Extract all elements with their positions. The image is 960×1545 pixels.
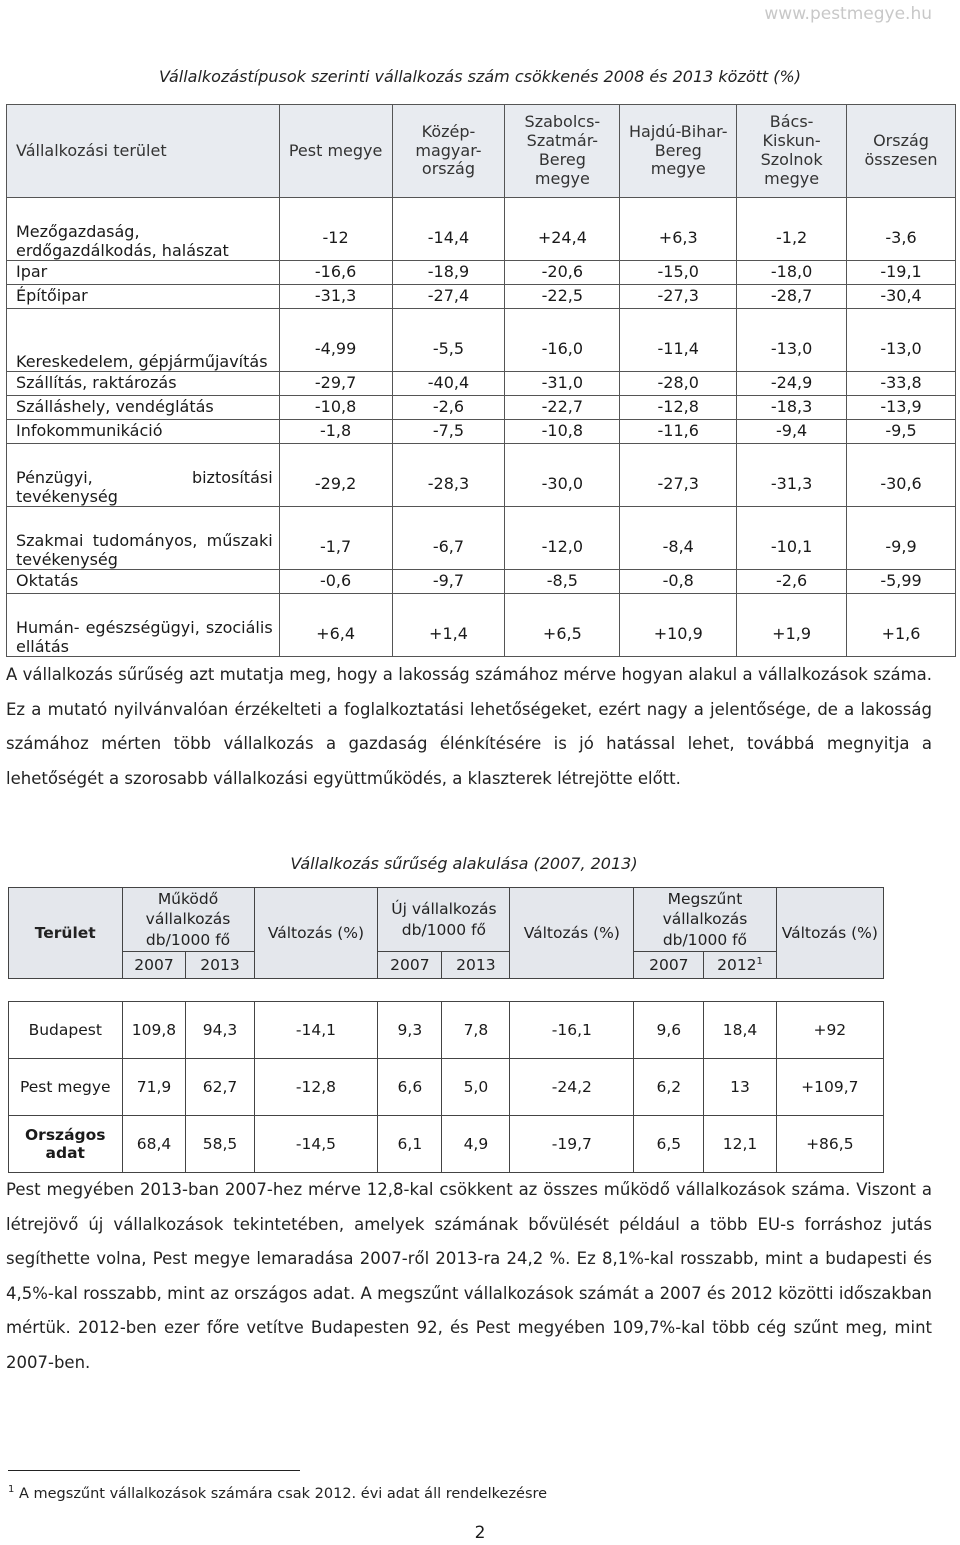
header-valtozas: Változás (%)	[254, 888, 378, 979]
table-row	[7, 420, 956, 444]
table-cell: -30,6	[847, 444, 956, 507]
header-mukodo: Működő vállalkozás db/1000 fő	[122, 888, 254, 952]
table-cell: -4,99	[279, 309, 392, 372]
table-cell: 9,3	[378, 1002, 442, 1059]
table-cell: -12,8	[254, 1059, 378, 1116]
column-header: Vállalkozási terület	[7, 105, 280, 198]
table-cell: -28,3	[392, 444, 505, 507]
table-cell: -10,8	[505, 420, 620, 444]
table-cell: -31,3	[279, 285, 392, 309]
table-cell: 7,8	[442, 1002, 510, 1059]
column-header: Szabolcs-Szatmár-Bereg megye	[505, 105, 620, 198]
year-label: 2012	[717, 956, 757, 974]
table-cell: 6,1	[378, 1116, 442, 1173]
table-cell: -28,7	[737, 285, 847, 309]
table-cell: 13	[704, 1059, 776, 1116]
year-header: 2007	[378, 952, 442, 979]
table-cell: -1,7	[279, 507, 392, 570]
row-label: Pest megye	[9, 1059, 123, 1116]
table-cell: -29,7	[279, 372, 392, 396]
column-header: Hajdú-Bihar-Bereg megye	[620, 105, 737, 198]
table-cell: -10,1	[737, 507, 847, 570]
table-cell: -22,5	[505, 285, 620, 309]
table-cell: -27,3	[620, 444, 737, 507]
table-business-density	[8, 887, 884, 1173]
table-cell: -19,7	[510, 1116, 634, 1173]
year-header: 2013	[442, 952, 510, 979]
table-cell: -27,4	[392, 285, 505, 309]
table-cell: -13,0	[737, 309, 847, 372]
table-row	[9, 1116, 884, 1173]
table-cell: -0,6	[279, 570, 392, 594]
table-cell: 71,9	[122, 1059, 186, 1116]
table-cell: -9,7	[392, 570, 505, 594]
table-cell: -30,0	[505, 444, 620, 507]
row-label: Mezőgazdaság, erdőgazdálkodás, halászat	[7, 198, 280, 261]
row-label: Szakmai tudományos, műszaki tevékenység	[7, 507, 280, 570]
table-row	[7, 594, 956, 657]
table-cell: -24,2	[510, 1059, 634, 1116]
table-cell: -18,3	[737, 396, 847, 420]
table-row	[7, 570, 956, 594]
header-terulet: Terület	[9, 888, 123, 979]
table-cell: -5,5	[392, 309, 505, 372]
table-cell: -9,5	[847, 420, 956, 444]
table-cell: -1,2	[737, 198, 847, 261]
table-cell: -2,6	[392, 396, 505, 420]
table-cell: -11,4	[620, 309, 737, 372]
table-cell: 12,1	[704, 1116, 776, 1173]
table-cell: -30,4	[847, 285, 956, 309]
table-cell: 94,3	[186, 1002, 254, 1059]
table-cell: 6,6	[378, 1059, 442, 1116]
row-label: Szálláshely, vendéglátás	[7, 396, 280, 420]
table-row	[7, 444, 956, 507]
table-cell: 62,7	[186, 1059, 254, 1116]
table-cell: +1,9	[737, 594, 847, 657]
table-cell: +6,4	[279, 594, 392, 657]
watermark: www.pestmegye.hu	[764, 4, 932, 24]
table-cell: -15,0	[620, 261, 737, 285]
footnote-ref: 1	[756, 955, 763, 967]
table-cell: -12	[279, 198, 392, 261]
table-cell: -13,0	[847, 309, 956, 372]
table-cell: 68,4	[122, 1116, 186, 1173]
table2-caption: Vállalkozás sűrűség alakulása (2007, 2013)	[290, 854, 638, 873]
column-header: Bács-Kiskun-Szolnok megye	[737, 105, 847, 198]
table-cell: 109,8	[122, 1002, 186, 1059]
table-cell: -16,0	[505, 309, 620, 372]
row-label: Budapest	[9, 1002, 123, 1059]
table-cell: -6,7	[392, 507, 505, 570]
table-cell: -9,9	[847, 507, 956, 570]
footnote-divider	[8, 1470, 300, 1471]
table-cell: -7,5	[392, 420, 505, 444]
table-cell: 58,5	[186, 1116, 254, 1173]
table-cell: -24,9	[737, 372, 847, 396]
table-cell: +86,5	[776, 1116, 883, 1173]
row-label: Pénzügyi, biztosítási tevékenység	[7, 444, 280, 507]
table-cell: -11,6	[620, 420, 737, 444]
table1-caption: Vállalkozástípusok szerinti vállalkozás szám csökkenés 2008 és 2013 között (%)	[159, 67, 801, 86]
table-cell: -8,5	[505, 570, 620, 594]
table-cell: -12,0	[505, 507, 620, 570]
table-cell: -5,99	[847, 570, 956, 594]
row-label: Szállítás, raktározás	[7, 372, 280, 396]
year-header: 2007	[122, 952, 186, 979]
header-valtozas: Változás (%)	[510, 888, 634, 979]
table-header-row	[7, 105, 956, 198]
table-cell: -31,3	[737, 444, 847, 507]
table-cell: -18,9	[392, 261, 505, 285]
table-cell: -1,8	[279, 420, 392, 444]
table-cell: -14,5	[254, 1116, 378, 1173]
row-label: Építőipar	[7, 285, 280, 309]
table-row	[7, 198, 956, 261]
table-row	[7, 261, 956, 285]
spacer	[9, 979, 884, 1002]
table-cell: 9,6	[634, 1002, 704, 1059]
table-cell: -8,4	[620, 507, 737, 570]
table-cell: -33,8	[847, 372, 956, 396]
table-row	[7, 285, 956, 309]
table-cell: -0,8	[620, 570, 737, 594]
row-label: Infokommunikáció	[7, 420, 280, 444]
table-cell: -31,0	[505, 372, 620, 396]
table-cell: +6,3	[620, 198, 737, 261]
table-cell: +10,9	[620, 594, 737, 657]
header-uj: Új vállalkozás db/1000 fő	[378, 888, 510, 952]
table-cell: -10,8	[279, 396, 392, 420]
table-cell: -19,1	[847, 261, 956, 285]
footnote-text: A megszűnt vállalkozások számára csak 2012. évi adat áll rendelkezésre	[18, 1485, 548, 1502]
table-cell: +24,4	[505, 198, 620, 261]
column-header: Ország összesen	[847, 105, 956, 198]
table-cell: -29,2	[279, 444, 392, 507]
table-cell: -14,4	[392, 198, 505, 261]
table-cell: +92	[776, 1002, 883, 1059]
row-label: Humán- egészségügyi, szociális ellátás	[7, 594, 280, 657]
year-header	[704, 952, 776, 979]
row-label: Ipar	[7, 261, 280, 285]
table-cell: +1,6	[847, 594, 956, 657]
table-row	[7, 396, 956, 420]
table-cell: -22,7	[505, 396, 620, 420]
table-cell: -28,0	[620, 372, 737, 396]
year-header: 2013	[186, 952, 254, 979]
table-cell: -20,6	[505, 261, 620, 285]
table-cell: -16,1	[510, 1002, 634, 1059]
table-cell: -3,6	[847, 198, 956, 261]
row-label: Országos adat	[9, 1116, 123, 1173]
paragraph-analysis: Pest megyében 2013-ban 2007-hez mérve 12,8-kal csökkent az összes működő vállalkozások száma. Viszont a létrejövő új vállalkozások tekintetében, amelyek számának bővülését például a több EU-s forráshoz jutás segíthette volna, Pest megye lemaradása 2007-ről 2013-ra 24,2 %. Ez 8,1%-kal rosszabb, mint a budapesti és 4,5%-kal rosszabb, mint az országos adat. A megszűnt vállalkozások számát a 2007 és 2012 közötti időszakban mértük. 2012-ben ezer főre vetítve Budapesten 92, és Pest megyében 109,7%-kal több cég szűnt meg, mint 2007-ben.	[6, 1180, 932, 1372]
table-cell: -27,3	[620, 285, 737, 309]
table-row	[9, 1059, 884, 1116]
table-cell: 5,0	[442, 1059, 510, 1116]
paragraph-density-intro: A vállalkozás sűrűség azt mutatja meg, hogy a lakosság számához mérve hogyan alakul a vállalkozások száma. Ez a mutató nyilvánvalóan érzékelteti a foglalkoztatási lehetőségeket, ezért nagy a jelentősége, de a lakosság számához mérten több vállalkozás a gazdaság élénkítésére is jó hatással lehet, továbbá megnyitja a lehetőségét a szorosabb vállalkozási együttműködés, a klaszterek létrejötte előtt.	[6, 665, 932, 788]
table-cell: 4,9	[442, 1116, 510, 1173]
table-row	[7, 309, 956, 372]
footnote	[8, 1484, 547, 1502]
table-row	[9, 1002, 884, 1059]
year-header: 2007	[634, 952, 704, 979]
table-row	[7, 507, 956, 570]
table-cell: 6,5	[634, 1116, 704, 1173]
table-row	[7, 372, 956, 396]
header-megszunt: Megszűnt vállalkozás db/1000 fő	[634, 888, 776, 952]
table-cell: 6,2	[634, 1059, 704, 1116]
page-number: 2	[474, 1523, 486, 1543]
row-label: Kereskedelem, gépjárműjavítás	[7, 309, 280, 372]
row-label: Oktatás	[7, 570, 280, 594]
table-cell: -18,0	[737, 261, 847, 285]
table-cell: +6,5	[505, 594, 620, 657]
table-cell: -14,1	[254, 1002, 378, 1059]
table-cell: -13,9	[847, 396, 956, 420]
table-cell: +109,7	[776, 1059, 883, 1116]
table-cell: -40,4	[392, 372, 505, 396]
table-cell: -2,6	[737, 570, 847, 594]
header-valtozas: Változás (%)	[776, 888, 883, 979]
table-cell: 18,4	[704, 1002, 776, 1059]
table-cell: -12,8	[620, 396, 737, 420]
column-header: Pest megye	[279, 105, 392, 198]
table-decline-by-sector	[6, 104, 956, 657]
footnote-mark: 1	[8, 1484, 15, 1495]
table-cell: -16,6	[279, 261, 392, 285]
table-cell: -9,4	[737, 420, 847, 444]
table-cell: +1,4	[392, 594, 505, 657]
column-header: Közép-magyar-ország	[392, 105, 505, 198]
